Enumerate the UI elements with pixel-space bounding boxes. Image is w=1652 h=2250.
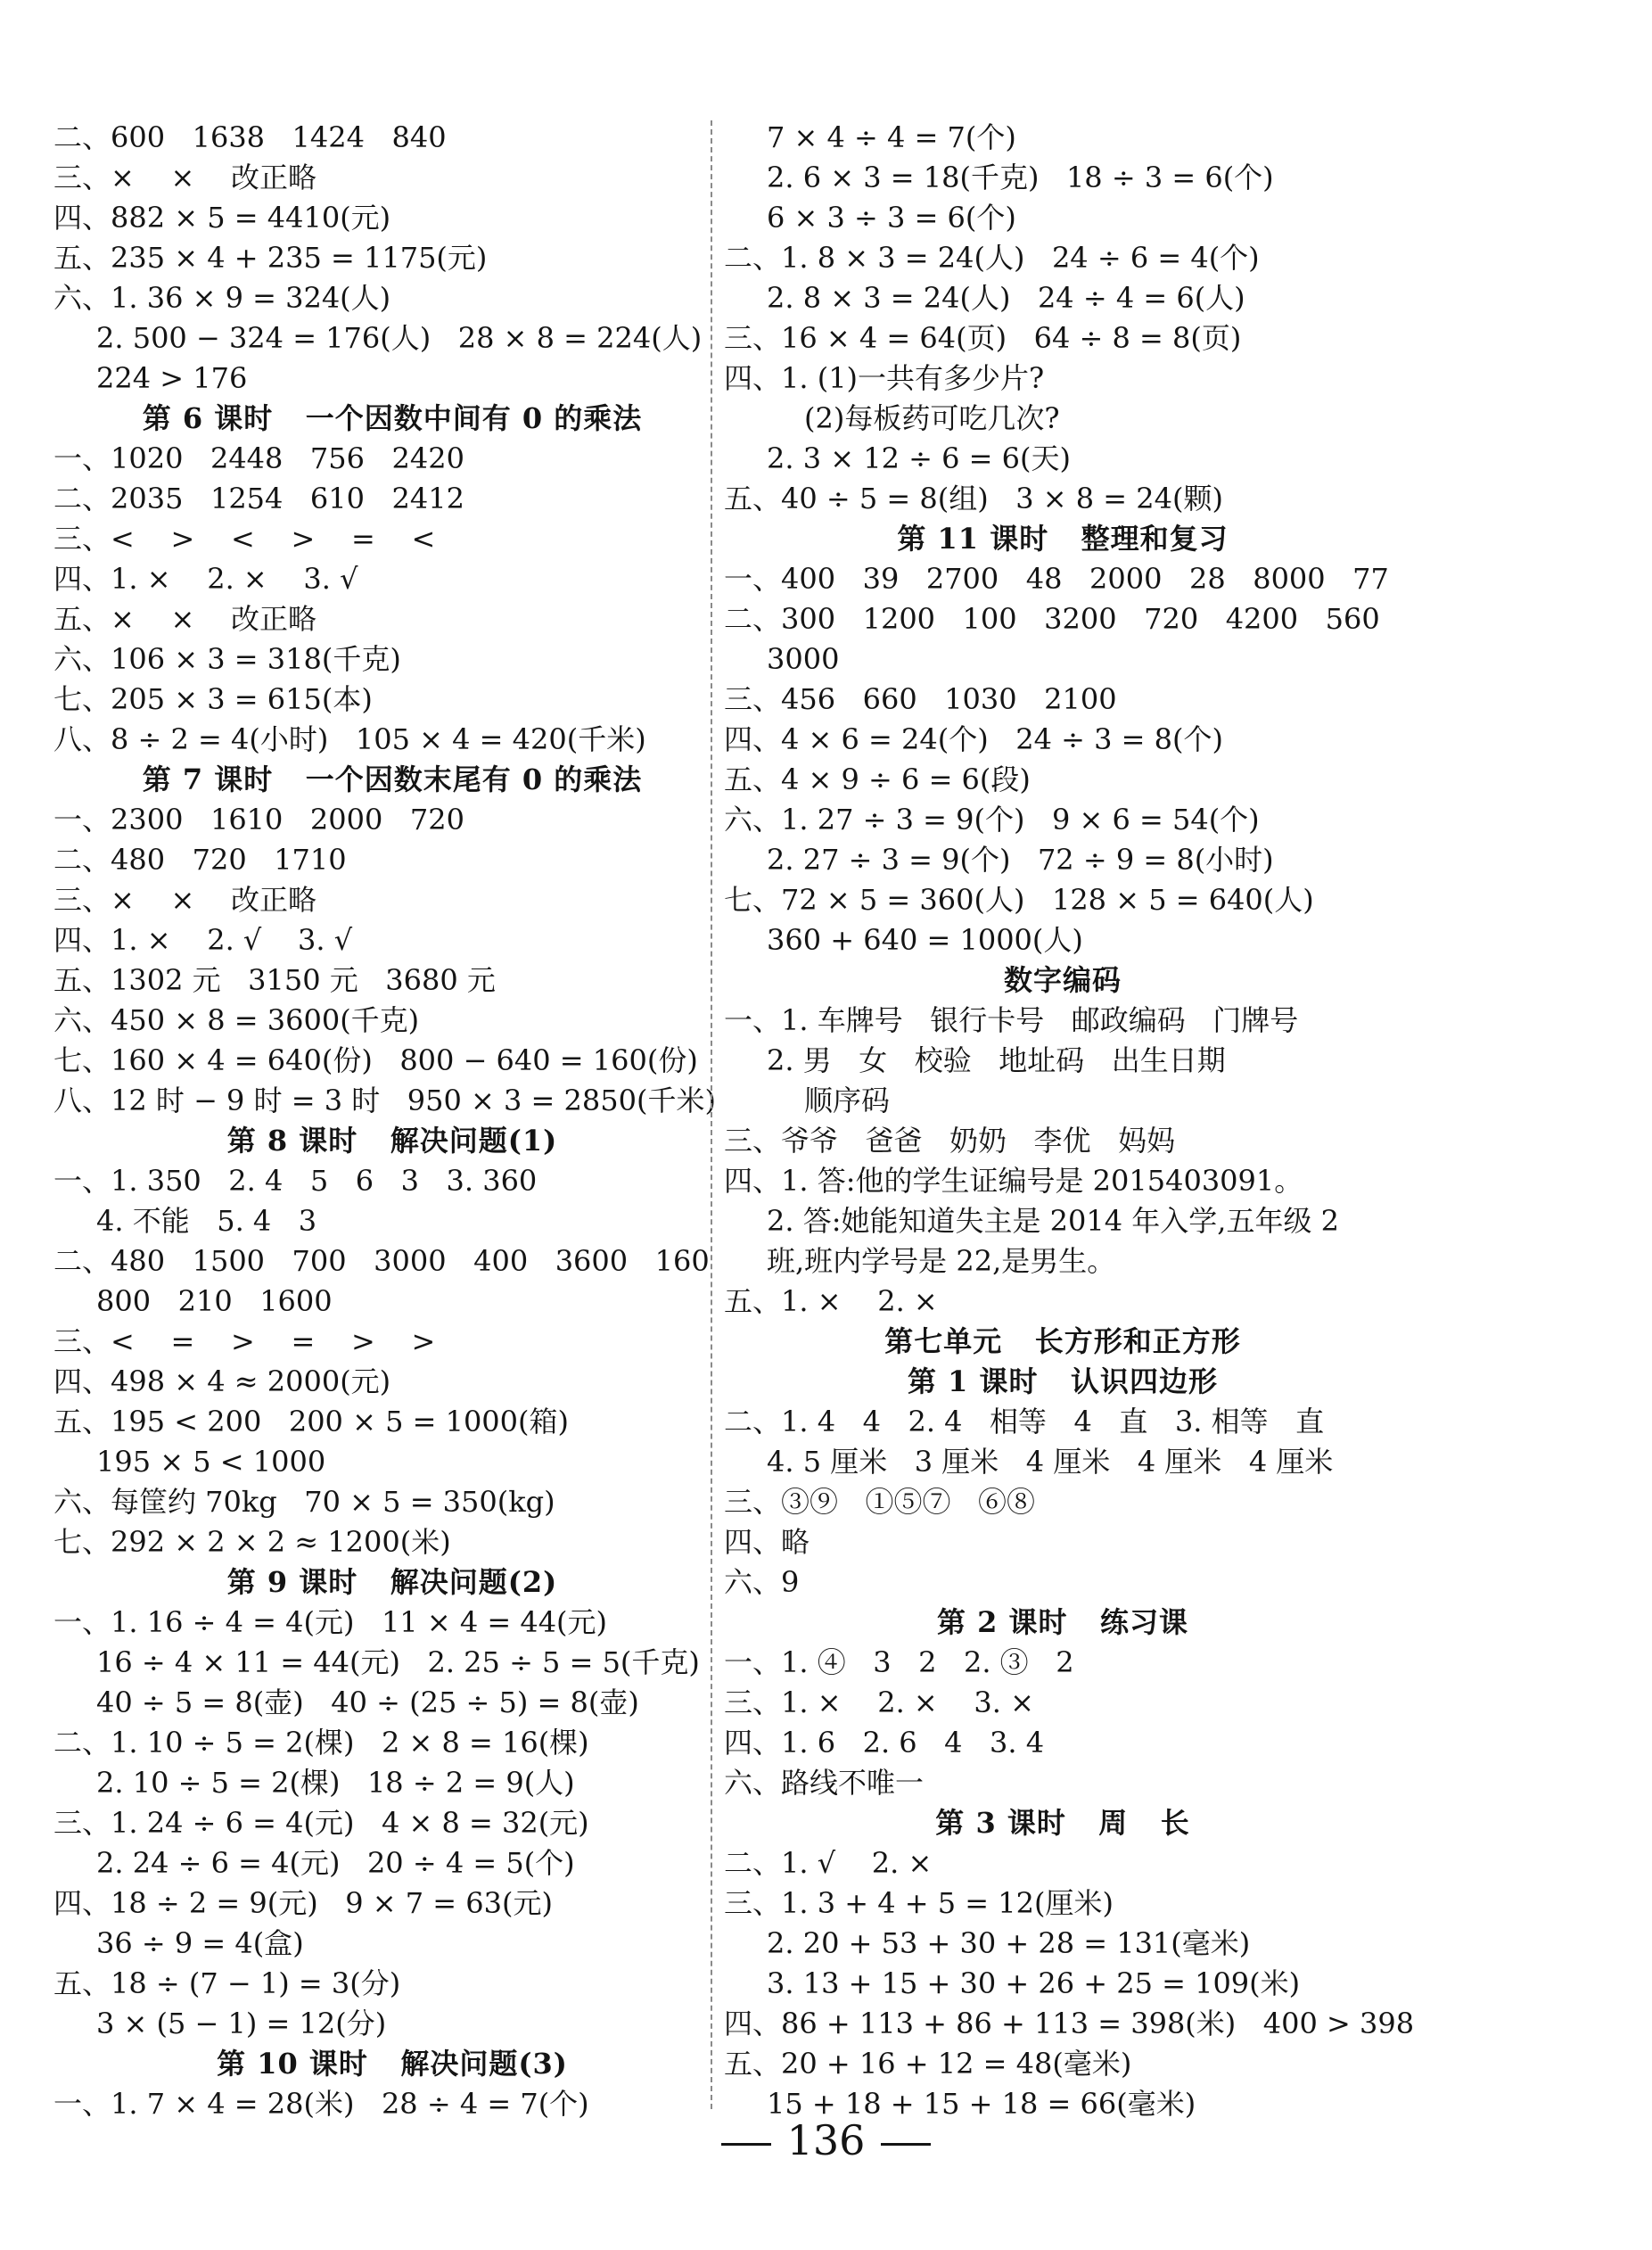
- section-heading: 第 9 课时 解决问题(2): [226, 1565, 558, 1599]
- answer-line: 2. 20 + 53 + 30 + 28 = 131(毫米): [767, 1926, 1251, 1960]
- answer-line: 五、4 × 9 ÷ 6 = 6(段): [724, 762, 1031, 796]
- answer-line: 2. 10 ÷ 5 = 2(棵) 18 ÷ 2 = 9(人): [96, 1766, 575, 1800]
- answer-line: 6 × 3 ÷ 3 = 6(个): [767, 201, 1016, 235]
- answer-line: 三、× × 改正略: [53, 883, 317, 917]
- answer-line: 2. 500 − 324 = 176(人) 28 × 8 = 224(人): [96, 321, 703, 355]
- answer-line: 2. 6 × 3 = 18(千克) 18 ÷ 3 = 6(个): [767, 161, 1274, 194]
- answer-line: 七、160 × 4 = 640(份) 800 − 640 = 160(份): [53, 1043, 698, 1077]
- answer-line: 四、86 + 113 + 86 + 113 = 398(米) 400 > 398: [724, 2007, 1415, 2040]
- answer-line: 八、8 ÷ 2 = 4(小时) 105 × 4 = 420(千米): [53, 722, 646, 756]
- answer-line: 二、600 1638 1424 840: [53, 120, 447, 154]
- answer-line: 三、1. 3 + 4 + 5 = 12(厘米): [724, 1886, 1114, 1920]
- answer-line: 五、1302 元 3150 元 3680 元: [53, 963, 496, 997]
- section-heading: 第 2 课时 练习课: [937, 1605, 1188, 1639]
- answer-line: 六、9: [724, 1565, 800, 1599]
- answer-line: 3. 13 + 15 + 30 + 26 + 25 = 109(米): [767, 1966, 1301, 2000]
- answer-line: 三、1. × 2. × 3. ×: [724, 1685, 1034, 1719]
- answer-line: 六、路线不唯一: [724, 1766, 925, 1800]
- section-heading: 第七单元 长方形和正方形: [884, 1324, 1241, 1358]
- answer-line: 195 × 5 < 1000: [96, 1445, 326, 1479]
- column-divider: [711, 120, 712, 2109]
- section-heading: 第 7 课时 一个因数末尾有 0 的乘法: [142, 762, 643, 796]
- answer-line: 360 + 640 = 1000(人): [767, 923, 1083, 957]
- answer-line: 四、498 × 4 ≈ 2000(元): [53, 1364, 391, 1398]
- answer-line: 五、235 × 4 + 235 = 1175(元): [53, 241, 488, 275]
- answer-line: 五、× × 改正略: [53, 602, 317, 636]
- answer-line: 四、略: [724, 1525, 810, 1559]
- section-heading: 第 10 课时 解决问题(3): [217, 2047, 568, 2081]
- answer-line: 4. 5 厘米 3 厘米 4 厘米 4 厘米 4 厘米: [767, 1445, 1334, 1479]
- answer-line: 六、1. 36 × 9 = 324(人): [53, 281, 391, 315]
- answer-line: 16 ÷ 4 × 11 = 44(元) 2. 25 ÷ 5 = 5(千克): [96, 1645, 700, 1679]
- answer-line: 四、4 × 6 = 24(个) 24 ÷ 3 = 8(个): [724, 722, 1223, 756]
- answer-line: 三、< = > = > >: [53, 1324, 436, 1358]
- answer-line: 二、480 720 1710: [53, 843, 347, 877]
- answer-line: 3 × (5 − 1) = 12(分): [96, 2007, 387, 2040]
- page-number: 136: [786, 2116, 866, 2164]
- answer-line: 一、1. 车牌号 银行卡号 邮政编码 门牌号: [724, 1003, 1299, 1037]
- footer-dash-left: [721, 2143, 771, 2146]
- answer-line: 一、1. 350 2. 4 5 6 3 3. 360: [53, 1164, 538, 1198]
- answer-line: 2. 27 ÷ 3 = 9(个) 72 ÷ 9 = 8(小时): [767, 843, 1274, 877]
- answer-line: 七、292 × 2 × 2 ≈ 1200(米): [53, 1525, 451, 1559]
- answer-line: 二、1. 10 ÷ 5 = 2(棵) 2 × 8 = 16(棵): [53, 1726, 589, 1760]
- answer-line: 六、1. 27 ÷ 3 = 9(个) 9 × 6 = 54(个): [724, 803, 1260, 837]
- answer-line: 二、300 1200 100 3200 720 4200 560: [724, 602, 1380, 636]
- section-heading: 数字编码: [1003, 963, 1122, 997]
- page-footer: [0, 2114, 1652, 2167]
- answer-line: 七、205 × 3 = 615(本): [53, 682, 373, 716]
- answer-line: 2. 3 × 12 ÷ 6 = 6(天): [767, 441, 1071, 475]
- answer-line: 2. 8 × 3 = 24(人) 24 ÷ 4 = 6(人): [767, 281, 1245, 315]
- answer-line: 四、1. 答:他的学生证编号是 2015403091。: [724, 1164, 1303, 1198]
- answer-line: 7 × 4 ÷ 4 = 7(个): [767, 120, 1016, 154]
- answer-line: 八、12 时 − 9 时 = 3 时 950 × 3 = 2850(千米): [53, 1084, 716, 1117]
- section-heading: 第 3 课时 周 长: [935, 1806, 1190, 1840]
- answer-line: 三、③⑨ ①⑤⑦ ⑥⑧: [724, 1485, 1036, 1519]
- answer-line: 二、1. 4 4 2. 4 相等 4 直 3. 相等 直: [724, 1405, 1325, 1438]
- left-column: [53, 118, 731, 2124]
- answer-line: 一、1020 2448 756 2420: [53, 441, 464, 475]
- answer-line: 四、882 × 5 = 4410(元): [53, 201, 391, 235]
- answer-line: 三、456 660 1030 2100: [724, 682, 1117, 716]
- answer-line: 五、195 < 200 200 × 5 = 1000(箱): [53, 1405, 569, 1438]
- answer-line: 六、106 × 3 = 318(千克): [53, 642, 401, 676]
- answer-line: 2. 答:她能知道失主是 2014 年入学,五年级 2: [767, 1204, 1339, 1238]
- answer-line: 班,班内学号是 22,是男生。: [767, 1244, 1116, 1278]
- answer-line: 800 210 1600: [96, 1284, 333, 1318]
- section-heading: 第 11 课时 整理和复习: [897, 522, 1229, 556]
- answer-line: 三、16 × 4 = 64(页) 64 ÷ 8 = 8(页): [724, 321, 1242, 355]
- answer-line: 四、1. × 2. √ 3. √: [53, 923, 353, 957]
- right-column: [724, 118, 1415, 2124]
- answer-line: 三、1. 24 ÷ 6 = 4(元) 4 × 8 = 32(元): [53, 1806, 589, 1840]
- answer-line: 4. 不能 5. 4 3: [96, 1204, 317, 1238]
- answer-line: 四、1. × 2. × 3. √: [53, 562, 358, 596]
- answer-line: 顺序码: [804, 1084, 891, 1117]
- answer-line: 四、1. 6 2. 6 4 3. 4: [724, 1726, 1045, 1760]
- answer-line: 三、< > < > = <: [53, 522, 436, 556]
- answer-line: 一、400 39 2700 48 2000 28 8000 77: [724, 562, 1389, 596]
- answer-line: 36 ÷ 9 = 4(盒): [96, 1926, 304, 1960]
- section-heading: 第 8 课时 解决问题(1): [226, 1124, 558, 1158]
- answer-line: (2)每板药可吃几次?: [804, 401, 1060, 435]
- answer-line: 224 > 176: [96, 361, 248, 395]
- answer-line: 一、1. 7 × 4 = 28(米) 28 ÷ 4 = 7(个): [53, 2087, 589, 2121]
- answer-line: 五、20 + 16 + 12 = 48(毫米): [724, 2047, 1132, 2081]
- answer-line: 二、1. 8 × 3 = 24(人) 24 ÷ 6 = 4(个): [724, 241, 1260, 275]
- answer-line: 2. 男 女 校验 地址码 出生日期: [767, 1043, 1226, 1077]
- answer-line: 一、1. ④ 3 2 2. ③ 2: [724, 1645, 1074, 1679]
- answer-line: 五、1. × 2. ×: [724, 1284, 938, 1318]
- answer-line: 二、480 1500 700 3000 400 3600 160: [53, 1244, 710, 1278]
- answer-line: 一、1. 16 ÷ 4 = 4(元) 11 × 4 = 44(元): [53, 1605, 608, 1639]
- answer-line: 3000: [767, 642, 840, 676]
- answer-line: 二、1. √ 2. ×: [724, 1846, 933, 1880]
- section-heading: 第 6 课时 一个因数中间有 0 的乘法: [142, 401, 643, 435]
- answer-line: 三、爷爷 爸爸 奶奶 李优 妈妈: [724, 1124, 1176, 1158]
- answer-line: 三、× × 改正略: [53, 161, 317, 194]
- answer-line: 七、72 × 5 = 360(人) 128 × 5 = 640(人): [724, 883, 1314, 917]
- answer-line: 五、18 ÷ (7 − 1) = 3(分): [53, 1966, 401, 2000]
- answer-line: 一、2300 1610 2000 720: [53, 803, 464, 837]
- answer-line: 15 + 18 + 15 + 18 = 66(毫米): [767, 2087, 1196, 2121]
- answer-line: 六、450 × 8 = 3600(千克): [53, 1003, 420, 1037]
- section-heading: 第 1 课时 认识四边形: [908, 1364, 1218, 1398]
- answer-line: 2. 24 ÷ 6 = 4(元) 20 ÷ 4 = 5(个): [96, 1846, 575, 1880]
- answer-line: 40 ÷ 5 = 8(壶) 40 ÷ (25 ÷ 5) = 8(壶): [96, 1685, 639, 1719]
- answer-line: 二、2035 1254 610 2412: [53, 482, 464, 515]
- answer-line: 四、1. (1)一共有多少片?: [724, 361, 1045, 395]
- answer-line: 六、每筐约 70kg 70 × 5 = 350(kg): [53, 1485, 555, 1519]
- footer-dash-right: [881, 2143, 931, 2146]
- answer-line: 四、18 ÷ 2 = 9(元) 9 × 7 = 63(元): [53, 1886, 553, 1920]
- answer-line: 五、40 ÷ 5 = 8(组) 3 × 8 = 24(颗): [724, 482, 1223, 515]
